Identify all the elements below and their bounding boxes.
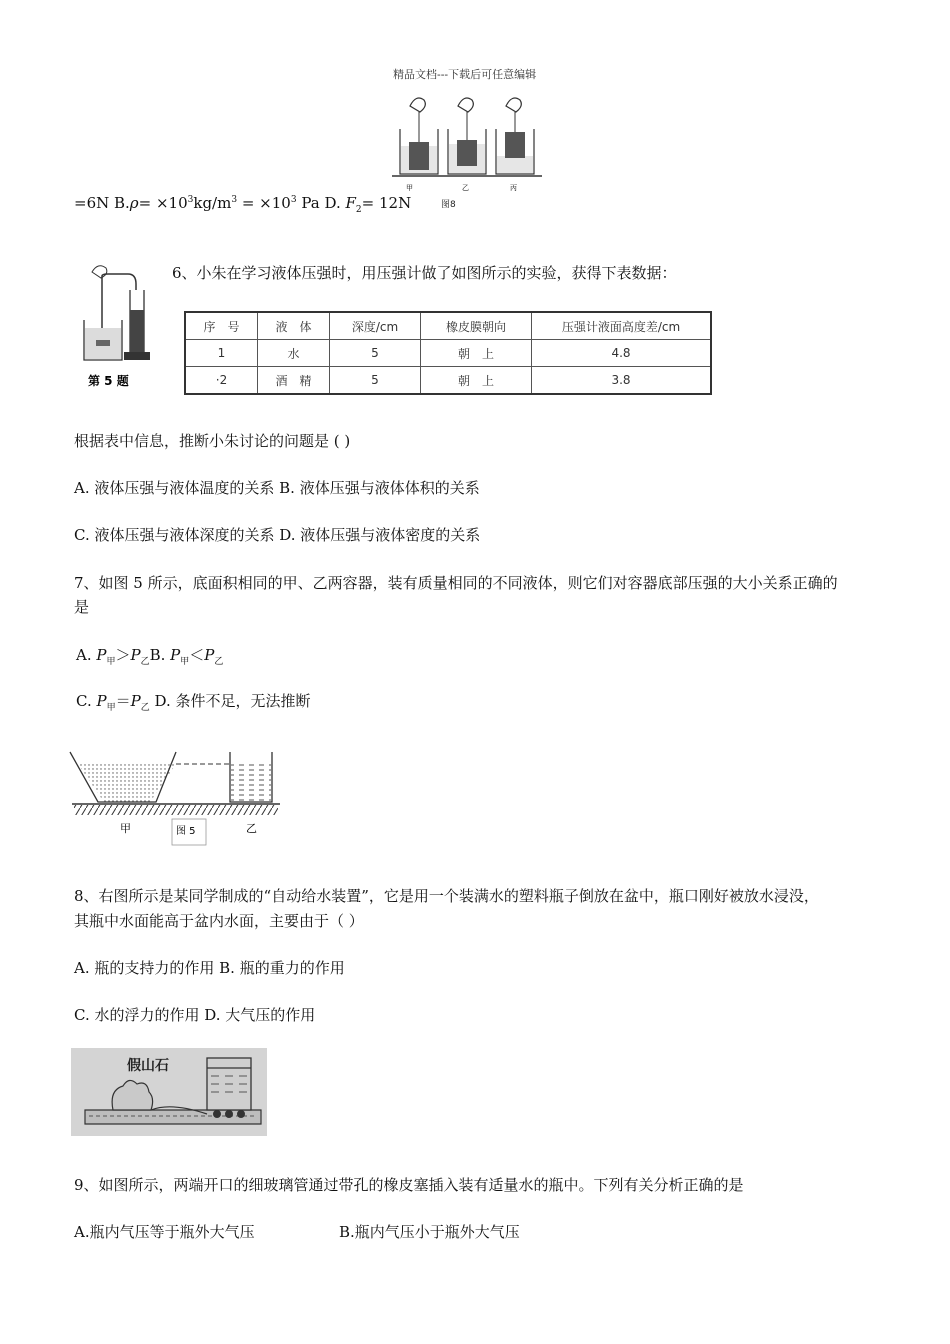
table-cell: 5 [330,340,421,367]
q6-figure-caption: 第 5 题 [88,374,129,388]
q9-option-a: A.瓶内气压等于瓶外大气压 [74,1223,255,1241]
q8-question-line-1: 8、右图所示是某同学制成的“自动给水装置”，它是用一个装满水的塑料瓶子倒放在盆中，瓶口刚好被放水浸没， [74,887,819,905]
q6-table [184,311,712,395]
fig8-label-jia: 甲 [406,184,413,192]
q8-options-cd: C. 水的浮力的作用 D. 大气压的作用 [74,1006,316,1024]
table-cell: 朝 上 [421,340,532,367]
table-row [185,367,711,395]
table-cell: 4.8 [532,340,712,367]
q6-options-ab: A. 液体压强与液体温度的关系 B. 液体压强与液体体积的关系 [74,479,480,497]
table-header-row [185,312,711,340]
q9-option-b: B.瓶内气压小于瓶外大气压 [339,1223,520,1241]
figure-5 [68,748,288,852]
fig5-label-yi: 乙 [246,822,257,835]
table-row [185,340,711,367]
table-header-cell: 压强计液面高度差/cm [532,312,712,340]
fig8-label-yi: 乙 [462,184,469,192]
hand-icon [410,98,521,112]
table-cell: 1 [185,340,258,367]
table-cell: 3.8 [532,367,712,395]
fig5-caption: 图 5 [176,826,196,837]
table-header-cell: 深度/cm [330,312,421,340]
q5-answer-line: =6N $B.\rho= \times 10^3kg/m^3 = \times 10^3$ Pa D. $F_2= 12N$ [74,194,412,215]
figure-8 [392,84,552,203]
q6-question: 6、小朱在学习液体压强时，用压强计做了如图所示的实验，获得下表数据： [172,264,677,282]
table-header-cell: 橡皮膜朝向 [421,312,532,340]
q7-question-line-2: 是 [74,598,90,616]
q8-options-ab: A. 瓶的支持力的作用 B. 瓶的重力的作用 [74,959,345,977]
table-cell: 朝 上 [421,367,532,395]
q8-figure-label: 假山石 [127,1058,169,1074]
q6-stem: 根据表中信息，推断小朱讨论的问题是 ( ) [74,432,351,450]
table-cell: 水 [258,340,330,367]
fig8-label-bing: 丙 [510,184,517,192]
q8-figure [71,1048,267,1136]
table-header-cell: 液 体 [258,312,330,340]
q8-question-line-2: 其瓶中水面能高于盆内水面，主要由于（ ） [74,912,364,930]
table-cell: 5 [330,367,421,395]
page-header: 精品文档---下载后可任意编辑 [393,68,537,81]
fig5-label-jia: 甲 [120,822,131,835]
fig8-caption: 图8 [441,200,456,210]
rock-icon [112,1080,152,1110]
q7-options-cd: C. $P_甲=P_乙$ D. 条件不足，无法推断 [76,692,311,713]
hand-icon [92,266,107,278]
q6-figure [72,260,168,402]
table-cell: 酒 精 [258,367,330,395]
table-header-cell: 序 号 [185,312,258,340]
q7-question-line-1: 7、如图 5 所示，底面积相同的甲、乙两容器，装有质量相同的不同液体，则它们对容器底部压强的大小关系正确的 [74,574,838,592]
q9-question: 9、如图所示，两端开口的细玻璃管通过带孔的橡皮塞插入装有适量水的瓶中。下列有关分析正确的是 [74,1176,744,1194]
q7-options-ab: A. $P_甲>P_乙B$. $P_甲<P_乙$ [76,646,224,667]
q6-options-cd: C. 液体压强与液体深度的关系 D. 液体压强与液体密度的关系 [74,526,481,544]
table-cell: ·2 [185,367,258,395]
